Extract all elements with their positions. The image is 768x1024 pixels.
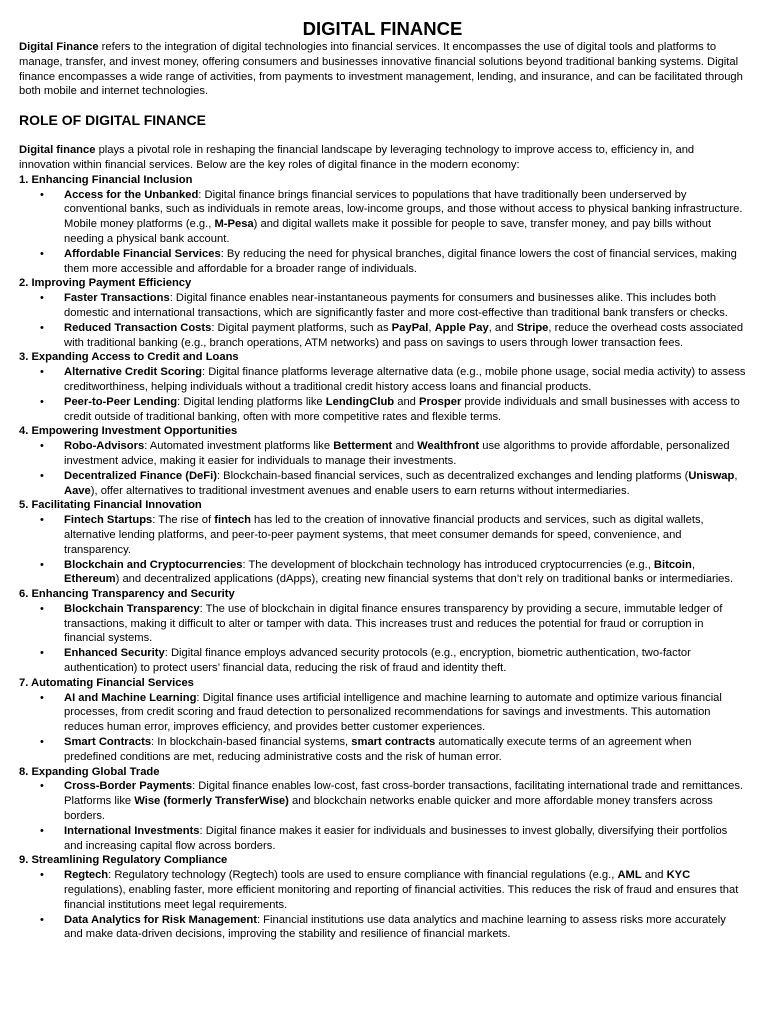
text-run: , and (488, 321, 517, 334)
bold-term: Peer-to-Peer Lending (64, 395, 178, 408)
bold-term: Regtech (64, 869, 109, 882)
text-run: : By reducing the need for physical branches, digital finance lowers the cost of financial services, making them more accessible and affordable for a broader range of individuals. (64, 247, 737, 275)
bullet-item (40, 513, 746, 557)
bullet-list (19, 779, 746, 853)
text-run: : The development of blockchain technology has introduced cryptocurrencies (e.g., (242, 558, 654, 571)
text-run: : Digital finance makes it easier for individuals and businesses to invest globally, diversifying their portfolios and increasing capital flow across borders. (64, 824, 728, 852)
bold-term: Reduced Transaction Costs (64, 321, 212, 334)
bullet-item (40, 735, 746, 765)
document-title: DIGITAL FINANCE (302, 18, 463, 39)
bullet-item (40, 469, 746, 499)
bullet-item (40, 691, 746, 735)
bullet-icon: • (40, 188, 44, 201)
bullet-list (19, 602, 746, 676)
bullet-item (40, 291, 746, 321)
bold-term: International Investments (64, 824, 200, 837)
intro-paragraph (19, 40, 746, 99)
role-heading: 6. Enhancing Transparency and Security (19, 588, 235, 601)
bold-term: Blockchain and Cryptocurrencies (64, 558, 243, 571)
bold-term: Bitcoin (653, 558, 692, 571)
text-run: has led to the creation of innovative financial products and services, such as digital wallets, alternative lending platforms, and peer-to-peer payment systems, that meet consumer demands for speed, convenience, and transparency. (64, 514, 704, 556)
bold-term: Smart Contracts (64, 736, 152, 749)
bullet-list (19, 365, 746, 424)
bold-term: Uniswap (688, 469, 735, 482)
bullet-icon: • (40, 869, 44, 882)
bullet-icon: • (40, 558, 44, 571)
bullet-icon: • (40, 440, 44, 453)
bold-term: Enhanced Security (64, 647, 165, 660)
role-heading: 1. Enhancing Financial Inclusion (19, 173, 193, 186)
bold-term: KYC (666, 869, 691, 882)
text-run: regulations), enabling faster, more efficient monitoring and reporting of financial activities. This reduces the risk of fraud and ensures that financial institutions meet legal requirements. (64, 884, 739, 911)
text-run: : Digital finance enables near-instantaneous payments for consumers and businesses alike. This includes both domestic and international transactions, which are significantly faster and more cost-effective than traditional bank transfers or checks. (64, 292, 728, 319)
bold-term: AI and Machine Learning (64, 691, 197, 704)
bold-term: Digital finance (19, 144, 96, 157)
bold-term: Ethereum (64, 573, 116, 586)
bullet-icon: • (40, 602, 44, 615)
text-run: : The rise of (152, 514, 215, 527)
role-heading: 4. Empowering Investment Opportunities (19, 425, 238, 438)
text-run: : Automated investment platforms like (144, 440, 334, 453)
bold-term: LendingClub (325, 395, 395, 408)
text-run: : In blockchain-based financial systems, (151, 736, 352, 749)
text-run: and blockchain networks enable quicker and more affordable money transfers across borders. (64, 795, 713, 823)
text-run: , (428, 321, 435, 334)
text-run: : Digital payment platforms, such as (211, 321, 392, 334)
text-run: ) and decentralized applications (dApps), creating new financial systems that don’t rely on traditional banks or intermediaries. (115, 573, 734, 586)
text-run: , (691, 558, 695, 571)
bullet-list (19, 691, 746, 765)
bullet-item (40, 602, 746, 646)
bold-term: Access for the Unbanked (64, 188, 199, 201)
bold-term: Cross-Border Payments (64, 780, 193, 793)
bullet-item (40, 913, 746, 943)
bullet-icon: • (40, 366, 44, 379)
bullet-icon: • (40, 395, 44, 408)
text-run: , (734, 469, 738, 482)
bold-term: Apple Pay (434, 321, 489, 334)
text-run: : Digital finance uses artificial intelligence and machine learning to automate and optimize various financial processes, from credit scoring and fraud detection to personalized recommendations for savings and investments. This automation reduces human error, improves efficiency, and provides better customer experiences. (64, 691, 722, 734)
bold-term: fintech (214, 514, 251, 527)
bullet-item (40, 188, 746, 247)
bold-term: Wealthfront (417, 440, 480, 453)
bullet-icon: • (40, 824, 44, 837)
text-run: : Digital finance platforms leverage alternative data (e.g., mobile phone usage, social media activity) to assess creditworthiness, helping individuals without a traditional credit history access loans and financial products. (64, 366, 746, 393)
bold-term: Wise (formerly TransferWise) (134, 795, 289, 808)
bullet-icon: • (40, 292, 44, 305)
text-run: : Digital finance brings financial services to populations that have traditionally been underserved by conventional banks, such as individuals in remote areas, low-income groups, and those without access to physical banking infrastructure. Mobile money platforms (e.g., (64, 188, 743, 231)
bullet-list (19, 188, 746, 277)
bold-term: Faster Transactions (64, 292, 170, 305)
bold-term: Fintech Startups (64, 514, 153, 527)
text-run: and (641, 869, 667, 882)
text-run: : Digital finance employs advanced security protocols (e.g., encryption, biometric authentication, two-factor authentication) to protect users’ financial data, reducing the risk of fraud and identity theft. (64, 647, 691, 675)
bullet-item (40, 868, 746, 912)
section-title: ROLE OF DIGITAL FINANCE (19, 112, 206, 129)
bullet-item (40, 646, 746, 676)
bullet-list (19, 439, 746, 498)
bullet-icon: • (40, 514, 44, 527)
bullet-list (19, 868, 746, 942)
bullet-icon: • (40, 691, 44, 704)
lead-paragraph (19, 143, 746, 173)
role-heading: 3. Expanding Access to Credit and Loans (19, 351, 239, 364)
bold-term: Blockchain Transparency (64, 602, 200, 615)
bullet-item (40, 247, 746, 277)
bold-term: Decentralized Finance (DeFi) (64, 469, 217, 482)
bold-term: Stripe (516, 321, 549, 334)
bullet-icon: • (40, 469, 44, 482)
role-heading: 2. Improving Payment Efficiency (19, 277, 192, 290)
text-run: : The use of blockchain in digital finance ensures transparency by providing a secure, immutable ledger of transactions, making it difficult to alter or tamper with data. This increases trust and reduces the potential for fraud or corruption in financial systems. (64, 602, 723, 645)
text-run: : Regulatory technology (Regtech) tools are used to ensure compliance with financial regulations (e.g., (108, 869, 618, 882)
role-heading: 8. Expanding Global Trade (19, 765, 160, 778)
role-heading: 7. Automating Financial Services (19, 676, 194, 689)
bold-term: Betterment (333, 440, 393, 453)
role-heading: 9. Streamlining Regulatory Compliance (19, 854, 228, 867)
bullet-icon: • (40, 736, 44, 749)
bold-term: Affordable Financial Services (64, 247, 221, 260)
bold-term: smart contracts (351, 736, 436, 749)
bold-term: Prosper (419, 395, 462, 408)
bullet-item (40, 558, 746, 588)
text-run: and (392, 440, 418, 453)
bullet-list (19, 513, 746, 587)
bullet-icon: • (40, 913, 44, 926)
text-run: , reduce the overhead costs associated with traditional banking (e.g., branch operations, ATM networks) and pass on savings to users through lower transaction fees. (64, 321, 744, 349)
bold-term: Robo-Advisors (64, 440, 145, 453)
text-run: : Financial institutions use data analytics and machine learning to assess risks more accurately and make data-driven decisions, improving the stability and resilience of financial markets. (64, 913, 726, 941)
bullet-item (40, 321, 746, 351)
bold-term: PayPal (391, 321, 429, 334)
bullet-icon: • (40, 321, 44, 334)
bullet-item (40, 365, 746, 395)
bold-term: Digital Finance (19, 41, 99, 53)
bullet-list (19, 291, 746, 350)
role-heading: 5. Facilitating Financial Innovation (19, 499, 202, 512)
bold-term: M-Pesa (214, 218, 254, 231)
bold-term: Aave (64, 484, 91, 497)
bullet-item (40, 824, 746, 854)
bold-term: AML (617, 869, 642, 882)
text-run: ), offer alternatives to traditional investment avenues and enable users to earn returns without intermediaries. (90, 484, 630, 497)
bullet-icon: • (40, 247, 44, 260)
text-run: : Digital lending platforms like (177, 395, 326, 408)
text-run: plays a pivotal role in reshaping the financial landscape by leveraging technology to improve access to, efficiency in, and innovation within financial services. Below are the key roles of digital finance in the modern economy: (19, 144, 695, 171)
bullet-item (40, 779, 746, 823)
bullet-icon: • (40, 780, 44, 793)
text-run: and (394, 395, 420, 408)
bullet-item (40, 395, 746, 425)
bullet-item (40, 439, 746, 469)
bullet-icon: • (40, 647, 44, 660)
bold-term: Alternative Credit Scoring (64, 366, 203, 379)
text-run: provide individuals and small businesses with access to credit outside of traditional banking, often with more competitive rates and flexible terms. (64, 395, 740, 423)
roles-list (19, 173, 746, 942)
text-run: automatically execute terms of an agreement when predefined conditions are met, reducing administrative costs and the risk of human error. (64, 736, 692, 763)
text-run: use algorithms to provide affordable, personalized investment advice, making it easier for individuals to manage their investments. (64, 440, 730, 467)
text-run: : Digital finance enables low-cost, fast cross-border transactions, facilitating international trade and remittances. Platforms like (64, 780, 744, 808)
text-run: ) and digital wallets make it possible for people to save, transfer money, and pay bills without needing a physical bank account. (64, 218, 712, 245)
text-run: refers to the integration of digital technologies into financial services. It encompasses the use of digital tools and platforms to manage, transfer, and invest money, offering consumers and businesses innovative financial solutions beyond traditional banking systems. Digital finance encompasses a wide range of activities, from payments to investment management, lending, and insurance, and can be facilitated through both mobile and internet technologies. (19, 41, 743, 98)
bold-term: Data Analytics for Risk Management (64, 913, 257, 926)
text-run: : Blockchain-based financial services, such as decentralized exchanges and lending platforms ( (216, 469, 689, 482)
